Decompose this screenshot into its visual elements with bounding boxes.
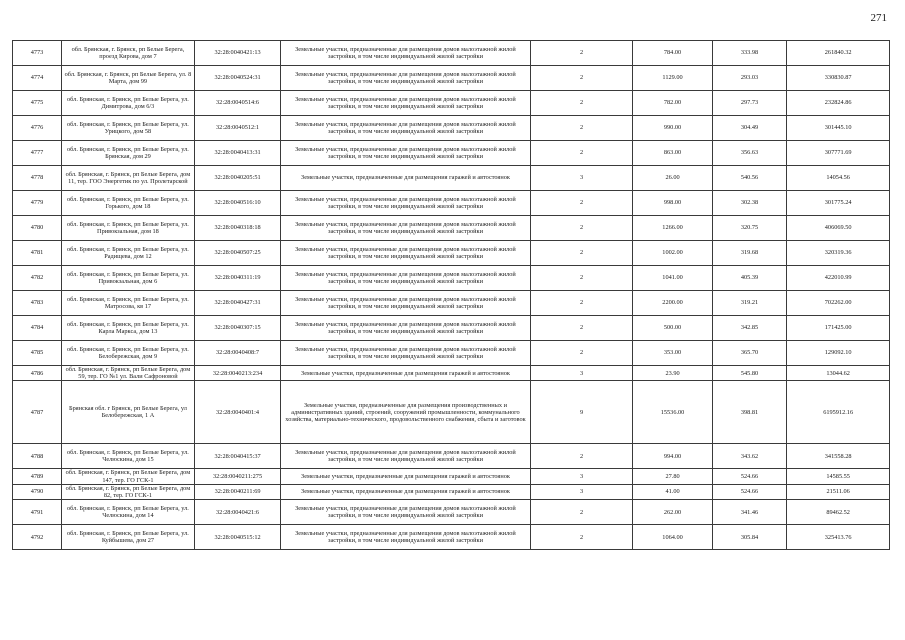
table-row xyxy=(13,266,890,291)
table-row xyxy=(13,500,890,525)
cadastral-value-cell: 406069.50 xyxy=(787,216,890,241)
cadastral-value-cell: 89462.52 xyxy=(787,500,890,525)
row-number-cell: 4790 xyxy=(13,484,62,499)
group-cell: 2 xyxy=(530,241,633,266)
land-use-cell: Земельные участки, предназначенные для размещения домов малоэтажной жилой застройки, в том числе индивидуальной жилой застройки xyxy=(281,266,531,291)
cadastral-number-cell: 32:28:0040211:275 xyxy=(194,469,280,484)
land-use-cell: Земельные участки, предназначенные для размещения домов малоэтажной жилой застройки, в том числе индивидуальной жилой застройки xyxy=(281,191,531,216)
group-cell: 2 xyxy=(530,91,633,116)
group-cell: 2 xyxy=(530,41,633,66)
row-number-cell: 4792 xyxy=(13,525,62,550)
group-cell: 2 xyxy=(530,341,633,366)
cadastral-value-cell: 325413.76 xyxy=(787,525,890,550)
land-use-cell: Земельные участки, предназначенные для размещения гаражей и автостоянок xyxy=(281,366,531,381)
area-cell: 353.00 xyxy=(633,341,712,366)
cadastral-value-cell: 14585.55 xyxy=(787,469,890,484)
cadastral-value-cell: 341558.28 xyxy=(787,444,890,469)
specific-value-cell: 524.66 xyxy=(712,484,787,499)
cadastral-value-cell: 261840.32 xyxy=(787,41,890,66)
cadastral-number-cell: 32:28:0040515:12 xyxy=(194,525,280,550)
address-cell: обл. Брянская, г. Брянск, рп Белые Берега, ул. Радищева, дом 12 xyxy=(61,241,194,266)
specific-value-cell: 305.84 xyxy=(712,525,787,550)
row-number-cell: 4786 xyxy=(13,366,62,381)
land-use-cell: Земельные участки, предназначенные для размещения домов малоэтажной жилой застройки, в том числе индивидуальной жилой застройки xyxy=(281,91,531,116)
land-use-cell: Земельные участки, предназначенные для размещения гаражей и автостоянок xyxy=(281,484,531,499)
specific-value-cell: 540.56 xyxy=(712,166,787,191)
cadastral-number-cell: 32:28:0040421:13 xyxy=(194,41,280,66)
land-use-cell: Земельные участки, предназначенные для размещения домов малоэтажной жилой застройки, в том числе индивидуальной жилой застройки xyxy=(281,66,531,91)
address-cell: обл. Брянская, г. Брянск, рп Белые Берега, ул. Куйбышева, дом 27 xyxy=(61,525,194,550)
specific-value-cell: 524.66 xyxy=(712,469,787,484)
specific-value-cell: 319.68 xyxy=(712,241,787,266)
table-row xyxy=(13,191,890,216)
area-cell: 863.00 xyxy=(633,141,712,166)
cadastral-value-cell: 129092.10 xyxy=(787,341,890,366)
area-cell: 23.90 xyxy=(633,366,712,381)
table-row xyxy=(13,366,890,381)
table-row xyxy=(13,66,890,91)
area-cell: 1002.00 xyxy=(633,241,712,266)
cadastral-number-cell: 32:28:0040524:31 xyxy=(194,66,280,91)
group-cell: 3 xyxy=(530,166,633,191)
cadastral-value-cell: 307771.69 xyxy=(787,141,890,166)
cadastral-value-cell: 301775.24 xyxy=(787,191,890,216)
cadastral-number-cell: 32:28:0040427:31 xyxy=(194,291,280,316)
specific-value-cell: 341.46 xyxy=(712,500,787,525)
land-use-cell: Земельные участки, предназначенные для размещения домов малоэтажной жилой застройки, в том числе индивидуальной жилой застройки xyxy=(281,41,531,66)
cadastral-value-table xyxy=(12,40,890,550)
area-cell: 262.00 xyxy=(633,500,712,525)
table-row xyxy=(13,444,890,469)
table-row xyxy=(13,341,890,366)
specific-value-cell: 545.80 xyxy=(712,366,787,381)
area-cell: 41.00 xyxy=(633,484,712,499)
area-cell: 994.00 xyxy=(633,444,712,469)
cadastral-number-cell: 32:28:0040213:234 xyxy=(194,366,280,381)
specific-value-cell: 343.62 xyxy=(712,444,787,469)
table-row xyxy=(13,316,890,341)
table-row xyxy=(13,484,890,499)
cadastral-number-cell: 32:28:0040512:1 xyxy=(194,116,280,141)
table-row xyxy=(13,291,890,316)
row-number-cell: 4773 xyxy=(13,41,62,66)
group-cell: 2 xyxy=(530,444,633,469)
specific-value-cell: 304.49 xyxy=(712,116,787,141)
row-number-cell: 4778 xyxy=(13,166,62,191)
cadastral-number-cell: 32:28:0040507:25 xyxy=(194,241,280,266)
cadastral-value-cell: 702262.00 xyxy=(787,291,890,316)
address-cell: обл. Брянская, г. Брянск, рп Белые Берега, дом 59, тер. ГО №1 ул. Вали Сафроновой xyxy=(61,366,194,381)
area-cell: 1129.00 xyxy=(633,66,712,91)
cadastral-number-cell: 32:28:0040421:6 xyxy=(194,500,280,525)
cadastral-number-cell: 32:28:0040415:37 xyxy=(194,444,280,469)
cadastral-value-cell: 301445.10 xyxy=(787,116,890,141)
address-cell: обл. Брянская, г. Брянск, рп Белые Берега, ул. Димитрова, дом 6/3 xyxy=(61,91,194,116)
table-row xyxy=(13,91,890,116)
land-use-cell: Земельные участки, предназначенные для размещения домов малоэтажной жилой застройки, в том числе индивидуальной жилой застройки xyxy=(281,141,531,166)
address-cell: обл. Брянская, г. Брянск, рп Белые Берега, ул. Горького, дом 18 xyxy=(61,191,194,216)
row-number-cell: 4774 xyxy=(13,66,62,91)
land-use-cell: Земельные участки, предназначенные для размещения гаражей и автостоянок xyxy=(281,166,531,191)
cadastral-number-cell: 32:28:0040413:31 xyxy=(194,141,280,166)
land-use-cell: Земельные участки, предназначенные для размещения гаражей и автостоянок xyxy=(281,469,531,484)
table-row xyxy=(13,166,890,191)
row-number-cell: 4779 xyxy=(13,191,62,216)
area-cell: 26.00 xyxy=(633,166,712,191)
group-cell: 9 xyxy=(530,381,633,444)
cadastral-value-cell: 330830.87 xyxy=(787,66,890,91)
group-cell: 2 xyxy=(530,66,633,91)
specific-value-cell: 398.81 xyxy=(712,381,787,444)
cadastral-number-cell: 32:28:0040514:6 xyxy=(194,91,280,116)
cadastral-number-cell: 32:28:0040211:69 xyxy=(194,484,280,499)
specific-value-cell: 333.98 xyxy=(712,41,787,66)
group-cell: 2 xyxy=(530,316,633,341)
group-cell: 3 xyxy=(530,469,633,484)
group-cell: 2 xyxy=(530,291,633,316)
address-cell: обл. Брянская, г. Брянск, рп Белые Берега, ул. Челюскина, дом 14 xyxy=(61,500,194,525)
area-cell: 1041.00 xyxy=(633,266,712,291)
cadastral-value-cell: 232824.86 xyxy=(787,91,890,116)
row-number-cell: 4783 xyxy=(13,291,62,316)
specific-value-cell: 365.70 xyxy=(712,341,787,366)
table-row xyxy=(13,141,890,166)
area-cell: 500.00 xyxy=(633,316,712,341)
address-cell: обл. Брянская, г. Брянск, рп Белые Берега, дом 147, тер. ГО ГСК-1 xyxy=(61,469,194,484)
row-number-cell: 4775 xyxy=(13,91,62,116)
specific-value-cell: 320.75 xyxy=(712,216,787,241)
area-cell: 1064.00 xyxy=(633,525,712,550)
area-cell: 15536.00 xyxy=(633,381,712,444)
address-cell: обл. Брянская, г. Брянск, рп Белые Берега, дом 82, тер. ГО ГСК-1 xyxy=(61,484,194,499)
row-number-cell: 4776 xyxy=(13,116,62,141)
area-cell: 784.00 xyxy=(633,41,712,66)
table-row xyxy=(13,525,890,550)
land-use-cell: Земельные участки, предназначенные для размещения домов малоэтажной жилой застройки, в том числе индивидуальной жилой застройки xyxy=(281,341,531,366)
address-cell: обл. Брянская, г. Брянск, рп Белые Берега, ул. Брянская, дом 29 xyxy=(61,141,194,166)
area-cell: 27.80 xyxy=(633,469,712,484)
table-row xyxy=(13,41,890,66)
specific-value-cell: 302.38 xyxy=(712,191,787,216)
row-number-cell: 4785 xyxy=(13,341,62,366)
group-cell: 2 xyxy=(530,191,633,216)
land-use-cell: Земельные участки, предназначенные для размещения домов малоэтажной жилой застройки, в том числе индивидуальной жилой застройки xyxy=(281,291,531,316)
area-cell: 998.00 xyxy=(633,191,712,216)
row-number-cell: 4782 xyxy=(13,266,62,291)
address-cell: обл. Брянская, г. Брянск, рп Белые Берега, ул. Белобережская, дом 9 xyxy=(61,341,194,366)
row-number-cell: 4789 xyxy=(13,469,62,484)
address-cell: Брянская обл. г Брянск, рп Белые Берега, ул Белобережская, 1 А xyxy=(61,381,194,444)
group-cell: 2 xyxy=(530,266,633,291)
group-cell: 2 xyxy=(530,500,633,525)
row-number-cell: 4777 xyxy=(13,141,62,166)
cadastral-value-cell: 6195912.16 xyxy=(787,381,890,444)
cadastral-number-cell: 32:28:0040307:15 xyxy=(194,316,280,341)
land-use-cell: Земельные участки, предназначенные для размещения домов малоэтажной жилой застройки, в том числе индивидуальной жилой застройки xyxy=(281,116,531,141)
row-number-cell: 4784 xyxy=(13,316,62,341)
address-cell: обл. Брянская, г. Брянск, рп Белые Берега, дом 11, тер. ГОО Энергетик по ул. Пролетарской xyxy=(61,166,194,191)
specific-value-cell: 356.63 xyxy=(712,141,787,166)
table-body xyxy=(13,41,890,550)
address-cell: обл. Брянская, г. Брянск, рп Белые Берега, проезд Кирова, дом 7 xyxy=(61,41,194,66)
group-cell: 2 xyxy=(530,216,633,241)
area-cell: 1266.00 xyxy=(633,216,712,241)
table-row xyxy=(13,116,890,141)
land-use-cell: Земельные участки, предназначенные для размещения производственных и административных зданий, строений, сооружений промышленности, коммунального хозяйства, материально-технического, продовольственного снабжения, сбыта и заготовок xyxy=(281,381,531,444)
cadastral-number-cell: 32:28:0040516:10 xyxy=(194,191,280,216)
cadastral-value-cell: 14054.56 xyxy=(787,166,890,191)
land-use-cell: Земельные участки, предназначенные для размещения домов малоэтажной жилой застройки, в том числе индивидуальной жилой застройки xyxy=(281,444,531,469)
land-use-cell: Земельные участки, предназначенные для размещения домов малоэтажной жилой застройки, в том числе индивидуальной жилой застройки xyxy=(281,241,531,266)
address-cell: обл. Брянская, г. Брянск, рп Белые Берега, ул. Матросова, кв 17 xyxy=(61,291,194,316)
group-cell: 2 xyxy=(530,525,633,550)
cadastral-number-cell: 32:28:0040318:18 xyxy=(194,216,280,241)
row-number-cell: 4791 xyxy=(13,500,62,525)
cadastral-value-cell: 171425.00 xyxy=(787,316,890,341)
address-cell: обл. Брянская, г. Брянск, рп Белые Берега, ул. 8 Марта, дом 99 xyxy=(61,66,194,91)
row-number-cell: 4781 xyxy=(13,241,62,266)
cadastral-value-cell: 422010.99 xyxy=(787,266,890,291)
row-number-cell: 4787 xyxy=(13,381,62,444)
cadastral-value-cell: 13044.62 xyxy=(787,366,890,381)
row-number-cell: 4780 xyxy=(13,216,62,241)
group-cell: 3 xyxy=(530,484,633,499)
specific-value-cell: 405.39 xyxy=(712,266,787,291)
address-cell: обл. Брянская, г. Брянск, рп Белые Берега, ул. Привокзальная, дом 6 xyxy=(61,266,194,291)
land-use-cell: Земельные участки, предназначенные для размещения домов малоэтажной жилой застройки, в том числе индивидуальной жилой застройки xyxy=(281,216,531,241)
specific-value-cell: 319.21 xyxy=(712,291,787,316)
group-cell: 3 xyxy=(530,366,633,381)
cadastral-value-cell: 21511.06 xyxy=(787,484,890,499)
address-cell: обл. Брянская, г. Брянск, рп Белые Берега, ул. Привокзальная, дом 18 xyxy=(61,216,194,241)
table-row xyxy=(13,469,890,484)
table-row xyxy=(13,381,890,444)
cadastral-number-cell: 32:28:0040408:7 xyxy=(194,341,280,366)
cadastral-number-cell: 32:28:0040311:19 xyxy=(194,266,280,291)
land-use-cell: Земельные участки, предназначенные для размещения домов малоэтажной жилой застройки, в том числе индивидуальной жилой застройки xyxy=(281,525,531,550)
address-cell: обл. Брянская, г. Брянск, рп Белые Берега, ул. Челюскина, дом 15 xyxy=(61,444,194,469)
specific-value-cell: 293.03 xyxy=(712,66,787,91)
group-cell: 2 xyxy=(530,116,633,141)
cadastral-value-cell: 320319.36 xyxy=(787,241,890,266)
area-cell: 2200.00 xyxy=(633,291,712,316)
address-cell: обл. Брянская, г. Брянск, рп Белые Берега, ул. Карла Маркса, дом 13 xyxy=(61,316,194,341)
specific-value-cell: 342.85 xyxy=(712,316,787,341)
address-cell: обл. Брянская, г. Брянск, рп Белые Берега, ул. Урицкого, дом 58 xyxy=(61,116,194,141)
area-cell: 782.00 xyxy=(633,91,712,116)
row-number-cell: 4788 xyxy=(13,444,62,469)
cadastral-number-cell: 32:28:0040205:51 xyxy=(194,166,280,191)
table-row xyxy=(13,216,890,241)
page-number: 271 xyxy=(870,12,887,24)
area-cell: 990.00 xyxy=(633,116,712,141)
land-use-cell: Земельные участки, предназначенные для размещения домов малоэтажной жилой застройки, в том числе индивидуальной жилой застройки xyxy=(281,316,531,341)
table-row xyxy=(13,241,890,266)
group-cell: 2 xyxy=(530,141,633,166)
land-use-cell: Земельные участки, предназначенные для размещения домов малоэтажной жилой застройки, в том числе индивидуальной жилой застройки xyxy=(281,500,531,525)
cadastral-number-cell: 32:28:0040401:4 xyxy=(194,381,280,444)
specific-value-cell: 297.73 xyxy=(712,91,787,116)
